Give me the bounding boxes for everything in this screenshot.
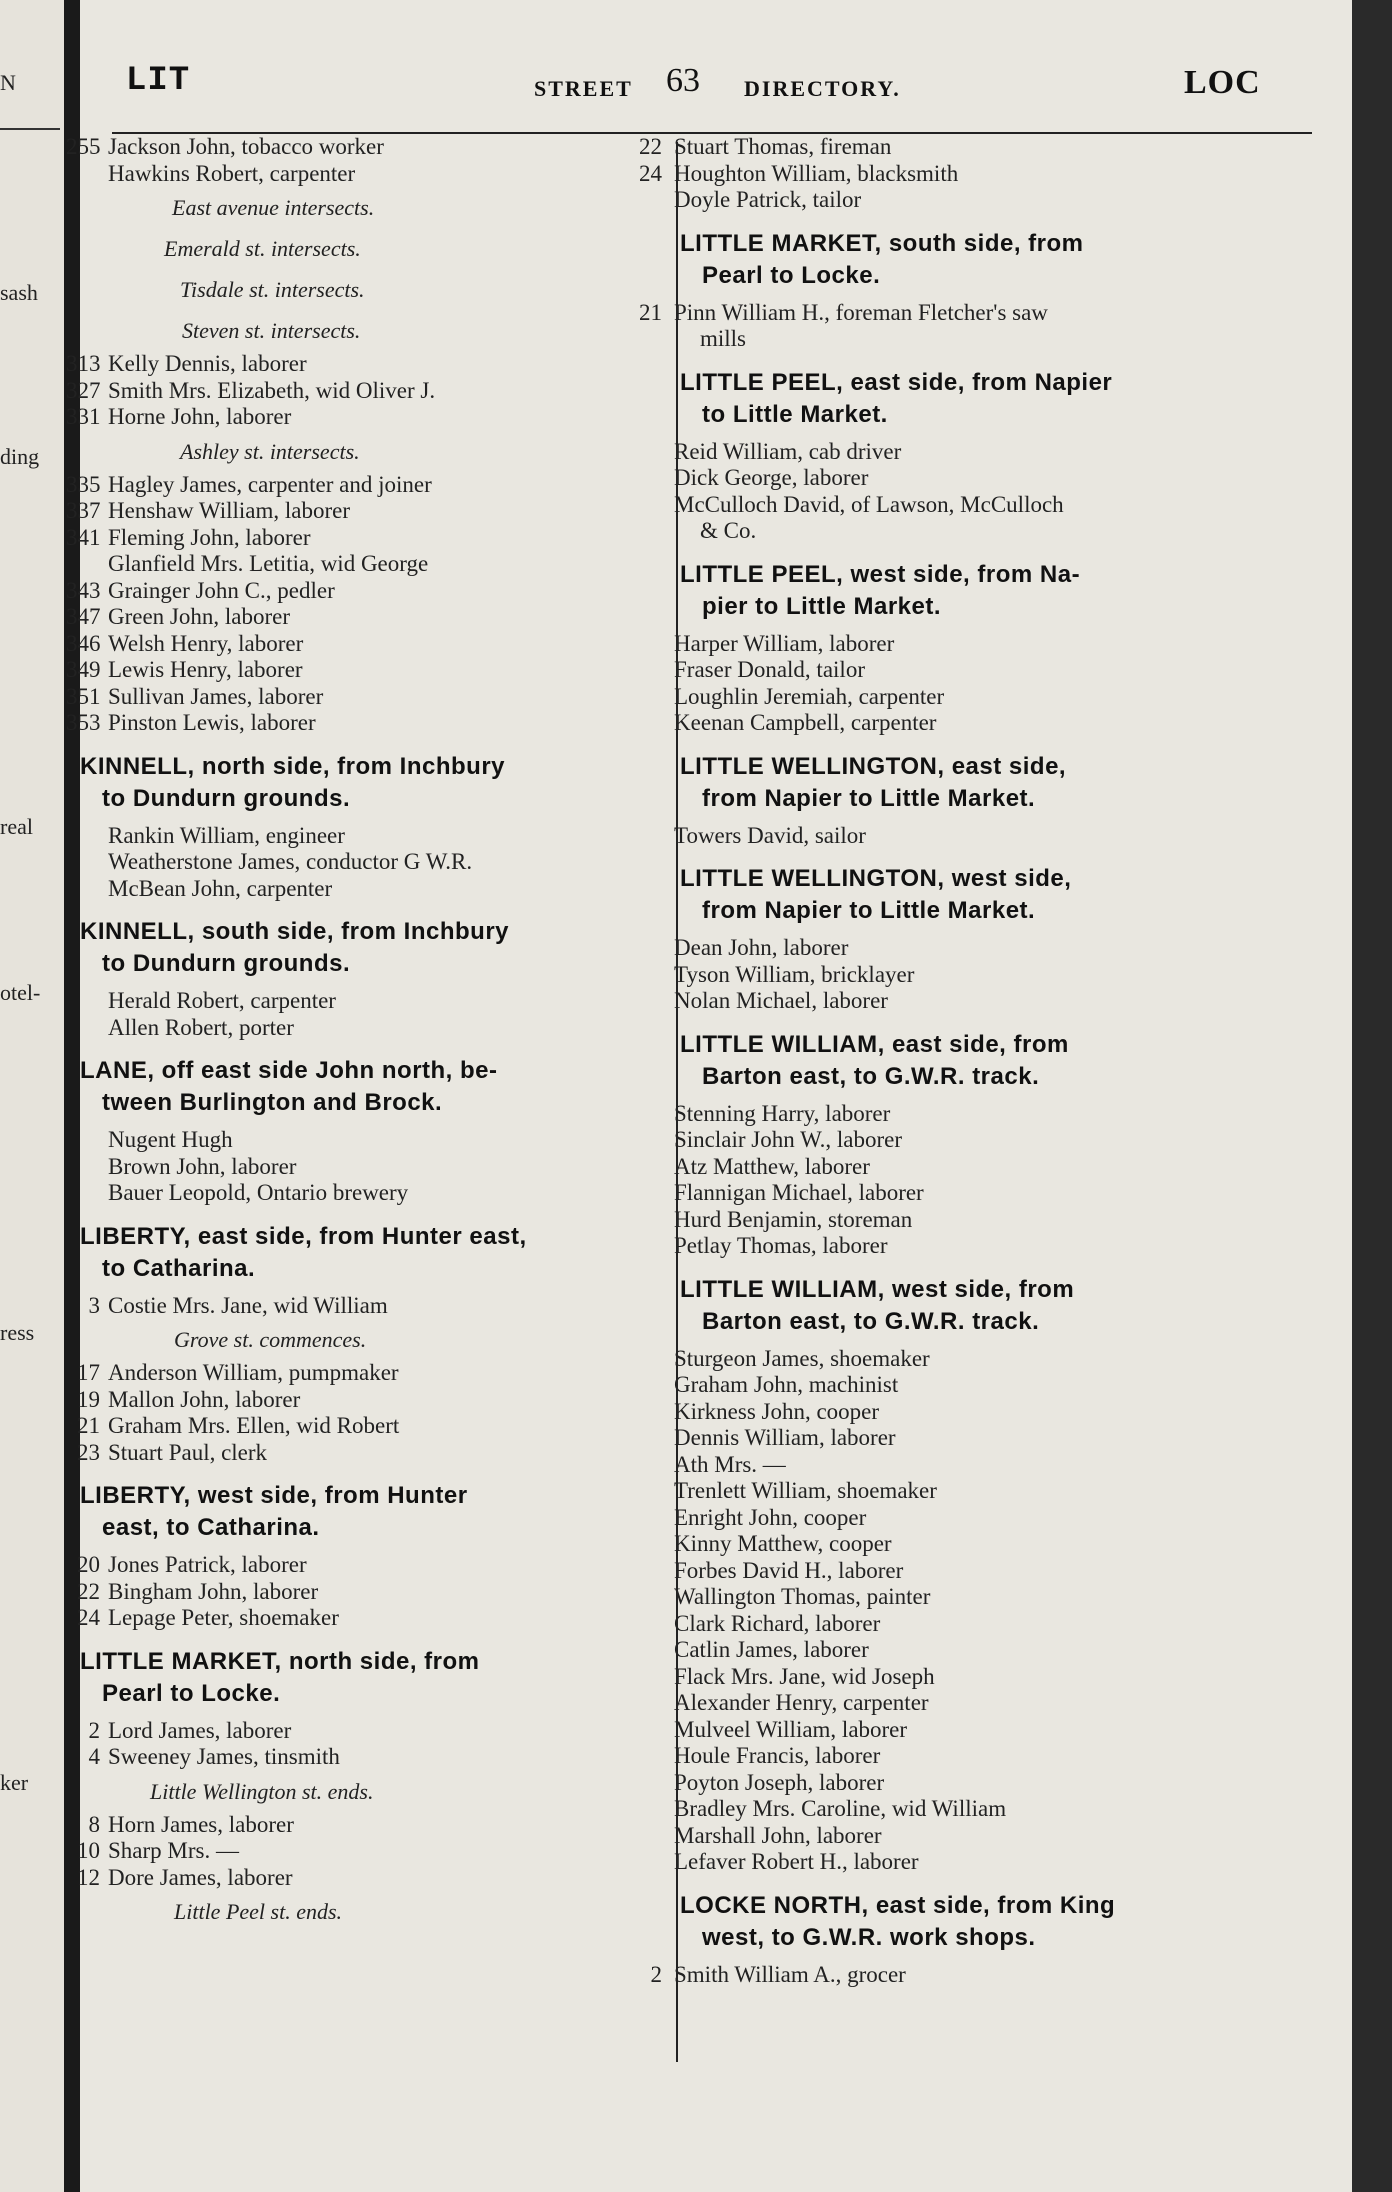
resident-text: Lepage Peter, shoemaker (108, 1605, 339, 1630)
spacer (680, 214, 1352, 228)
resident-text: Keenan Campbell, carpenter (674, 710, 937, 735)
resident-text: Nugent Hugh (108, 1127, 233, 1152)
resident-text: Clark Richard, laborer (674, 1610, 881, 1636)
resident-text: Dore James, laborer (108, 1864, 293, 1890)
directory-entry (674, 822, 1352, 850)
resident-text: McCulloch David, of Lawson, McCulloch (674, 491, 1064, 517)
directory-entry (639, 299, 1352, 327)
resident-text: Grainger John C., pedler (108, 577, 335, 603)
right-page-edge (1352, 0, 1392, 2192)
resident-text: Reid William, cab driver (674, 438, 902, 464)
street-heading (80, 751, 670, 815)
cross-street-note: Steven st. intersects. (182, 318, 361, 343)
directory-entry (674, 465, 1352, 492)
directory-entry (77, 1605, 670, 1632)
spacer (80, 1119, 670, 1127)
house-number: 3 (88, 1292, 100, 1318)
directory-entry (674, 187, 1352, 214)
house-number: 337 (66, 498, 101, 523)
spacer (680, 737, 1352, 751)
resident-text: Jackson John, tobacco worker (108, 134, 384, 159)
spacer (80, 1544, 670, 1552)
directory-entry (80, 1154, 670, 1181)
cross-street-note: Ashley st. intersects. (180, 438, 360, 464)
house-number: 23 (77, 1439, 100, 1465)
directory-entry (674, 1531, 1352, 1558)
directory-entry (674, 1206, 1352, 1234)
resident-text: Dean John, laborer (674, 935, 849, 960)
spacer (80, 1285, 670, 1293)
spacer (680, 849, 1352, 863)
resident-text: Sturgeon James, shoemaker (674, 1345, 930, 1371)
resident-text: Loughlin Jeremiah, carpenter (674, 683, 945, 709)
street-heading-line: from Napier to Little Market. (702, 897, 1036, 924)
spacer (680, 431, 1352, 439)
house-number: 2 (650, 1961, 662, 1987)
street-heading (680, 367, 1352, 431)
prev-fragment: otel- (0, 980, 41, 1005)
prev-fragment: sash (0, 280, 38, 305)
street-heading-line: KINNELL, south side, from Inchbury (80, 918, 510, 945)
directory-entry (80, 1180, 670, 1207)
resident-text: Kinny Matthew, cooper (674, 1531, 892, 1556)
resident-text: Bauer Leopold, Ontario brewery (108, 1180, 409, 1205)
resident-text: & Co. (700, 518, 757, 543)
resident-text: Rankin William, engineer (108, 822, 345, 848)
running-header (80, 58, 1352, 108)
resident-text: Allen Robert, porter (108, 1014, 294, 1040)
header-left: LIT (126, 62, 191, 100)
resident-text: Fraser Donald, tailor (674, 657, 865, 682)
resident-text: Stenning Harry, laborer (674, 1100, 891, 1126)
resident-text: Glanfield Mrs. Letitia, wid George (108, 551, 429, 576)
spacer (680, 815, 1352, 823)
spacer (80, 1632, 670, 1646)
street-heading (80, 1221, 670, 1285)
directory-entry (674, 1584, 1352, 1611)
cross-street-note: East avenue intersects. (172, 195, 375, 220)
street-heading-line: to Dundurn grounds. (102, 784, 351, 812)
street-heading-line: Pearl to Locke. (102, 1679, 281, 1707)
directory-entry (80, 1293, 670, 1320)
spacer (680, 1338, 1352, 1346)
street-heading-line: Barton east, to G.W.R. track. (702, 1307, 1040, 1335)
resident-text: Lord James, laborer (108, 1717, 292, 1743)
house-number: 255 (66, 134, 101, 159)
directory-entry (674, 1398, 1352, 1426)
directory-entry (674, 935, 1352, 962)
resident-text: Trenlett William, shoemaker (674, 1478, 937, 1503)
house-number: 21 (639, 299, 662, 325)
prev-fragment: ress (0, 1320, 35, 1345)
street-heading-line: LITTLE WELLINGTON, east side, (680, 752, 1067, 780)
directory-entry (650, 1961, 1352, 1989)
street-heading-line: LOCKE NORTH, east side, from King (680, 1891, 1116, 1919)
directory-entry (80, 1744, 670, 1771)
directory-entry (674, 1557, 1352, 1585)
street-heading-line: east, to Catharina. (102, 1514, 320, 1541)
directory-entry (674, 1663, 1352, 1691)
directory-entry (674, 1180, 1352, 1207)
street-heading (80, 916, 670, 980)
house-number: 4 (88, 1744, 100, 1769)
house-number: 21 (77, 1413, 100, 1438)
directory-entry (674, 1637, 1352, 1664)
street-heading-line: to Little Market. (702, 400, 888, 428)
house-number: 349 (66, 657, 101, 682)
house-number: 351 (66, 683, 101, 709)
directory-entry (674, 1849, 1352, 1876)
house-number: 19 (77, 1386, 100, 1412)
header-right: LOC (1184, 64, 1261, 101)
street-heading (80, 1646, 670, 1710)
directory-entry (66, 377, 670, 405)
directory-entry (674, 1233, 1352, 1260)
header-center-directory: DIRECTORY. (744, 76, 901, 101)
resident-text: Tyson William, bricklayer (674, 961, 915, 987)
house-number: 313 (66, 351, 101, 376)
directory-entry (674, 1127, 1352, 1154)
street-heading-line: LANE, off east side John north, be- (80, 1057, 498, 1084)
resident-text: Petlay Thomas, laborer (674, 1233, 888, 1258)
resident-text: Bradley Mrs. Caroline, wid William (674, 1796, 1007, 1821)
header-center-street: STREET (534, 76, 633, 101)
resident-text: Ath Mrs. — (674, 1451, 786, 1477)
resident-text: Mallon John, laborer (108, 1386, 301, 1412)
directory-entry (674, 1504, 1352, 1532)
resident-text: Catlin James, laborer (674, 1637, 869, 1662)
directory-entry (674, 683, 1352, 711)
resident-text: Doyle Patrick, tailor (674, 187, 862, 212)
directory-entry (674, 1372, 1352, 1399)
street-heading (680, 1274, 1352, 1338)
resident-text: Graham Mrs. Ellen, wid Robert (108, 1413, 400, 1438)
house-number: 327 (66, 377, 101, 403)
prev-fragment: N (0, 70, 16, 95)
directory-entry (674, 1478, 1352, 1505)
street-heading-line: Barton east, to G.W.R. track. (702, 1062, 1040, 1090)
cross-street-note: Little Wellington st. ends. (150, 1778, 374, 1804)
spacer (80, 1041, 670, 1055)
street-heading-line: to Dundurn grounds. (102, 950, 351, 977)
resident-text: Lefaver Robert H., laborer (674, 1849, 919, 1874)
house-number: 24 (77, 1605, 100, 1630)
resident-text: Pinston Lewis, laborer (108, 710, 316, 735)
house-number: 17 (77, 1360, 100, 1385)
spacer (680, 623, 1352, 631)
house-number: 335 (66, 471, 101, 497)
resident-text: Smith Mrs. Elizabeth, wid Oliver J. (108, 377, 436, 403)
resident-text: Stuart Thomas, fireman (674, 134, 892, 159)
spacer (80, 1207, 670, 1221)
house-number: 2 (88, 1717, 100, 1743)
cross-street-note: Tisdale st. intersects. (180, 277, 365, 302)
street-heading-line: west, to G.W.R. work shops. (702, 1923, 1036, 1951)
resident-text: Towers David, sailor (674, 822, 866, 848)
street-heading-line: LITTLE WELLINGTON, west side, (680, 865, 1072, 892)
resident-text: Stuart Paul, clerk (108, 1439, 268, 1465)
previous-page-edge (0, 0, 64, 2192)
spacer (680, 1954, 1352, 1962)
directory-entry (77, 1386, 670, 1414)
resident-text: Horne John, laborer (108, 404, 292, 429)
resident-text: Costie Mrs. Jane, wid William (108, 1292, 388, 1318)
directory-entry (80, 1015, 670, 1042)
resident-text: Dennis William, laborer (674, 1425, 896, 1450)
house-number: 331 (66, 404, 101, 429)
spacer (680, 1876, 1352, 1890)
directory-entry (674, 1796, 1352, 1823)
house-number: 343 (66, 577, 101, 603)
street-heading (680, 1890, 1352, 1954)
spacer (680, 927, 1352, 935)
directory-entry (80, 161, 670, 188)
directory-entry (674, 1345, 1352, 1373)
resident-text: Henshaw William, laborer (108, 498, 350, 523)
directory-entry (674, 630, 1352, 658)
resident-text: Smith William A., grocer (674, 1961, 906, 1987)
house-number: 12 (77, 1864, 100, 1890)
directory-entry (77, 1578, 670, 1606)
directory-entry (66, 524, 670, 552)
spacer (680, 1260, 1352, 1274)
directory-entry (639, 160, 1352, 188)
resident-text: Enright John, cooper (674, 1504, 867, 1530)
directory-entry (674, 1743, 1352, 1770)
directory-entry (674, 1100, 1352, 1128)
resident-text: Fleming John, laborer (108, 524, 311, 550)
street-heading-line: LITTLE MARKET, south side, from (680, 229, 1084, 257)
resident-text: Lewis Henry, laborer (108, 657, 303, 682)
resident-text: McBean John, carpenter (108, 875, 333, 901)
street-heading-line: KINNELL, north side, from Inchbury (80, 752, 506, 780)
resident-text: Graham John, machinist (674, 1372, 899, 1397)
directory-entry (80, 551, 670, 578)
directory-entry (66, 657, 670, 684)
prev-fragment: real (0, 814, 33, 839)
house-number: 347 (66, 604, 101, 629)
street-heading (80, 1480, 670, 1544)
directory-entry (66, 351, 670, 378)
directory-entry (66, 683, 670, 711)
spacer (680, 545, 1352, 559)
spacer (680, 353, 1352, 367)
directory-entry (674, 657, 1352, 684)
resident-text: Houghton William, blacksmith (674, 160, 959, 186)
resident-text: Horn James, laborer (108, 1811, 294, 1837)
resident-text: Weatherstone James, conductor G W.R. (108, 849, 473, 874)
left-column (66, 134, 670, 1932)
directory-page (66, 0, 1352, 2192)
resident-text: Jones Patrick, laborer (108, 1552, 307, 1577)
directory-entry (674, 988, 1352, 1015)
directory-entry (674, 438, 1352, 466)
street-heading-line: LIBERTY, east side, from Hunter east, (80, 1222, 527, 1250)
house-number: 20 (77, 1552, 100, 1577)
directory-entry (66, 577, 670, 605)
resident-text: Herald Robert, carpenter (108, 988, 336, 1013)
resident-text: Welsh Henry, laborer (108, 630, 304, 656)
directory-entry (80, 1812, 670, 1839)
resident-text: Mulveel William, laborer (674, 1716, 908, 1742)
cross-street-note: Little Peel st. ends. (174, 1899, 343, 1924)
directory-entry (80, 849, 670, 876)
resident-text: Bingham John, laborer (108, 1578, 319, 1604)
directory-entry (77, 1552, 670, 1579)
house-number: 10 (77, 1838, 100, 1863)
directory-entry (80, 988, 670, 1015)
directory-entry (77, 1413, 670, 1440)
spacer (680, 1015, 1352, 1029)
directory-entry (674, 1822, 1352, 1850)
resident-text: Nolan Michael, laborer (674, 988, 888, 1013)
street-heading-line: LIBERTY, west side, from Hunter (80, 1482, 468, 1509)
directory-entry (66, 498, 670, 525)
street-heading-line: tween Burlington and Brock. (102, 1089, 443, 1116)
resident-text: Anderson William, pumpmaker (108, 1360, 399, 1385)
house-number: 341 (66, 524, 101, 550)
prev-page-rule (0, 128, 60, 130)
resident-text: Houle Francis, laborer (674, 1743, 881, 1768)
directory-entry (77, 1838, 670, 1865)
street-heading (680, 863, 1352, 927)
prev-fragment: ker (0, 1770, 29, 1795)
directory-entry (674, 1769, 1352, 1797)
directory-entry (66, 471, 670, 499)
house-number: 22 (77, 1578, 100, 1604)
resident-text: Wallington Thomas, painter (674, 1584, 931, 1609)
spacer (680, 1093, 1352, 1101)
resident-text: Forbes David H., laborer (674, 1557, 904, 1583)
prev-fragment: ding (0, 444, 40, 469)
street-heading-line: LITTLE WILLIAM, west side, from (680, 1275, 1075, 1303)
street-heading (680, 228, 1352, 292)
resident-text: Sinclair John W., laborer (674, 1127, 903, 1152)
cross-street-note: Emerald st. intersects. (164, 236, 361, 261)
directory-entry (639, 134, 1352, 161)
resident-text: Alexander Henry, carpenter (674, 1690, 929, 1715)
street-heading-line: LITTLE PEEL, west side, from Na- (680, 560, 1081, 588)
resident-text: Atz Matthew, laborer (674, 1153, 870, 1179)
spacer (80, 737, 670, 751)
directory-entry (66, 604, 670, 631)
resident-text: Harper William, laborer (674, 630, 895, 656)
resident-text: Green John, laborer (108, 604, 291, 629)
directory-entry (674, 710, 1352, 737)
directory-entry (80, 1127, 670, 1154)
resident-text: Dick George, laborer (674, 465, 869, 490)
resident-text: Sullivan James, laborer (108, 683, 324, 709)
directory-entry (674, 1610, 1352, 1638)
resident-text: Kelly Dennis, laborer (108, 351, 307, 376)
street-heading (80, 1055, 670, 1119)
resident-text: Sharp Mrs. — (108, 1838, 239, 1863)
directory-entry (674, 1716, 1352, 1744)
page-number: 63 (666, 62, 700, 99)
street-heading-line: Pearl to Locke. (702, 261, 881, 289)
directory-entry (77, 1360, 670, 1387)
spacer (80, 1466, 670, 1480)
resident-text: Pinn William H., foreman Fletcher's saw (674, 299, 1048, 325)
spacer (80, 902, 670, 916)
directory-entry (674, 1153, 1352, 1181)
directory-entry (80, 1718, 670, 1745)
resident-text: Hawkins Robert, carpenter (108, 160, 356, 186)
directory-entry (66, 134, 670, 161)
directory-entry (66, 710, 670, 737)
resident-text: Brown John, laborer (108, 1153, 297, 1179)
directory-entry (80, 876, 670, 903)
house-number: 8 (88, 1811, 100, 1837)
house-number: 22 (639, 134, 662, 159)
directory-entry (674, 1690, 1352, 1717)
directory-entry (674, 1425, 1352, 1452)
directory-entry (77, 1864, 670, 1892)
house-number: 24 (639, 160, 662, 186)
resident-text: Sweeney James, tinsmith (108, 1744, 340, 1769)
resident-text: Hurd Benjamin, storeman (674, 1206, 913, 1232)
house-number: 353 (66, 710, 101, 735)
spacer (80, 1710, 670, 1718)
street-heading-line: from Napier to Little Market. (702, 784, 1036, 812)
resident-text: Hagley James, carpenter and joiner (108, 471, 432, 497)
resident-text: Poyton Joseph, laborer (674, 1769, 885, 1795)
right-column (639, 134, 1352, 1988)
spacer (680, 292, 1352, 300)
cross-street-note: Grove st. commences. (174, 1327, 367, 1352)
directory-entry (680, 326, 1352, 353)
street-heading (680, 751, 1352, 815)
street-heading (680, 1029, 1352, 1093)
resident-text: Flannigan Michael, laborer (674, 1180, 924, 1205)
directory-entry (680, 518, 1352, 545)
resident-text: Flack Mrs. Jane, wid Joseph (674, 1663, 935, 1689)
directory-entry (674, 1451, 1352, 1479)
resident-text: mills (700, 326, 747, 351)
street-heading-line: LITTLE PEEL, east side, from Napier (680, 368, 1113, 396)
street-heading-line: to Catharina. (102, 1254, 256, 1282)
street-heading (680, 559, 1352, 623)
directory-entry (80, 823, 670, 850)
street-heading-line: pier to Little Market. (702, 592, 942, 620)
street-heading-line: LITTLE WILLIAM, east side, from (680, 1030, 1069, 1058)
directory-entry (77, 1439, 670, 1467)
directory-entry (674, 491, 1352, 519)
house-number: 346 (66, 630, 101, 656)
directory-entry (66, 630, 670, 658)
resident-text: Marshall John, laborer (674, 1822, 882, 1848)
directory-entry (674, 961, 1352, 989)
spacer (80, 815, 670, 823)
resident-text: Kirkness John, cooper (674, 1398, 880, 1424)
spacer (80, 980, 670, 988)
directory-entry (66, 404, 670, 431)
street-heading-line: LITTLE MARKET, north side, from (80, 1647, 480, 1675)
